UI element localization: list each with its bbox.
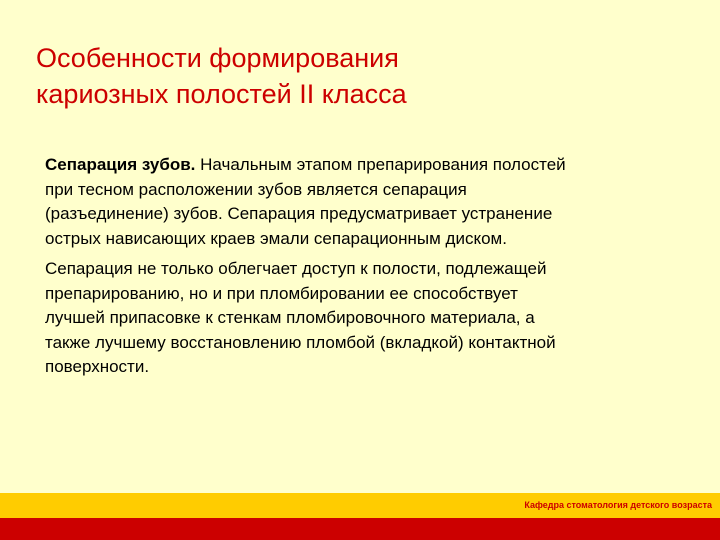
separation-lead: Сепарация зубов. (45, 155, 196, 174)
paragraph-line: острых нависающих краев эмали сепарационным диском. (45, 228, 507, 248)
paragraph-line: препарированию, но и при пломбировании ее способствует (45, 283, 518, 303)
footer-band-red (0, 518, 720, 540)
slide-title-line-1: Особенности формирования (36, 43, 399, 73)
paragraph-line-text: Начальным этапом препарирования полостей (195, 155, 566, 174)
paragraph-line: (разъединение) зубов. Сепарация предусматривает устранение (45, 204, 553, 223)
footer-band-yellow (0, 493, 720, 518)
paragraph-line (45, 153, 685, 178)
slide-body (45, 153, 685, 386)
paragraph-line: поверхности. (45, 357, 150, 376)
paragraph-separation (45, 153, 685, 251)
paragraph-line: лучшей припасовке к стенкам пломбировочного материала, а (45, 308, 535, 327)
paragraph-line: Сепарация не только облегчает доступ к полости, подлежащей (45, 259, 547, 278)
footer-department-label: Кафедра стоматология детского возраста (524, 500, 712, 510)
slide-title (36, 40, 676, 112)
paragraph-line: при тесном расположении зубов является сепарация (45, 179, 467, 199)
slide-title-line-2: кариозных полостей II класса (36, 79, 407, 109)
paragraph-line: также лучшему восстановлению пломбой (вкладкой) контактной (45, 332, 556, 352)
paragraph-benefits (45, 257, 685, 380)
